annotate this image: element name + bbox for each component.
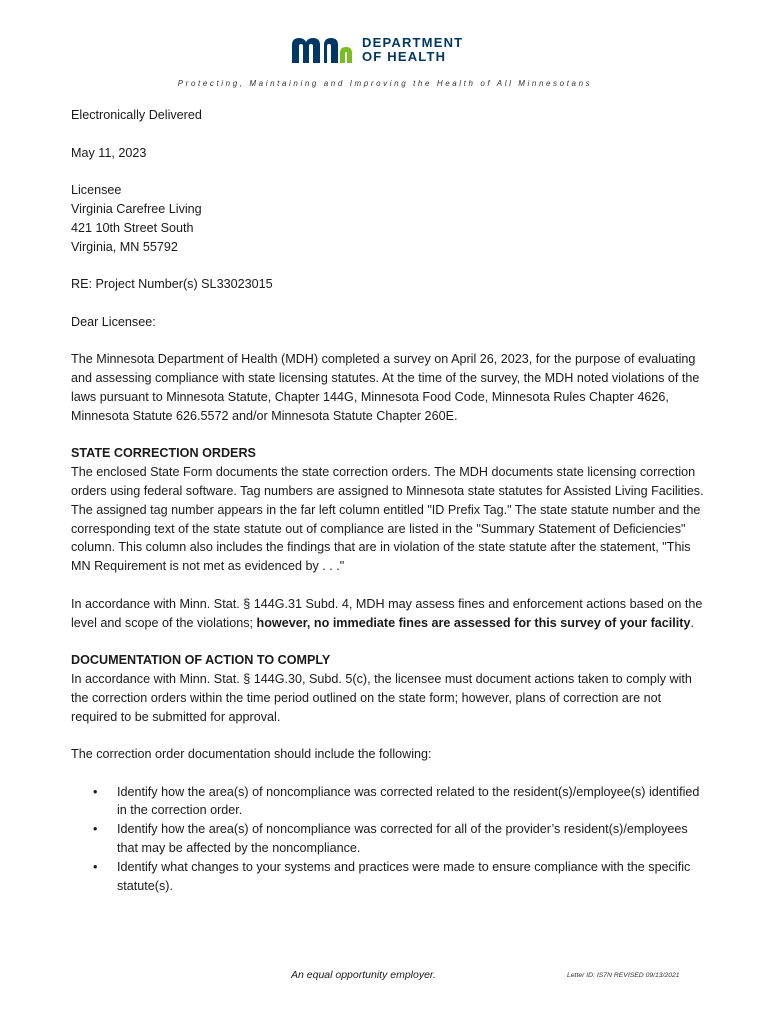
fines-end: .	[690, 615, 694, 630]
list-intro: The correction order documentation should include the following:	[71, 747, 432, 762]
section-heading-correction-orders: STATE CORRECTION ORDERS	[71, 446, 256, 461]
address-line: Licensee	[71, 183, 122, 198]
list-item: • Identify how the area(s) of noncompliance was corrected related to the resident(s)/employee(s) identified in the correction order.	[71, 783, 707, 821]
fines-bold-text: however, no immediate fines are assessed for this survey of your facility	[256, 615, 691, 630]
mdh-logo	[290, 34, 463, 66]
address-line: Virginia, MN 55792	[71, 239, 178, 254]
list-item: • Identify what changes to your systems and practices were made to ensure compliance with the specific statute(s).	[71, 858, 707, 896]
fines-paragraph	[71, 595, 707, 633]
letter-date: May 11, 2023	[71, 145, 147, 160]
documentation-paragraph: In accordance with Minn. Stat. § 144G.30, Subd. 5(c), the licensee must document actions taken to comply with the correction orders within the time period outlined on the state form; however, plans of correction are not required to be submitted for approval.	[71, 671, 692, 724]
re-line: RE: Project Number(s) SL33023015	[71, 277, 273, 292]
correction-orders-paragraph: The enclosed State Form documents the state correction orders. The MDH documents state licensing correction orders using federal software. Tag numbers are assigned to Minnesota state statutes for Assisted Living Facilities. The assigned tag number appears in the far left column entitled "ID Prefix Tag." The state statute number and the corresponding text of the state statute out of compliance are listed in the "Summary Statement of Deficiencies" column. This column also includes the findings that are in violation of the state statute after the statement, "This MN Requirement is not met as evidenced by . . ."	[71, 465, 704, 574]
delivery-method: Electronically Delivered	[71, 108, 202, 122]
intro-paragraph: The Minnesota Department of Health (MDH) completed a survey on April 26, 2023, for the purpose of evaluating and assessing compliance with state licensing statutes. At the time of the survey, the MDH noted violations of the laws pursuant to Minnesota Statute, Chapter 144G, Minnesota Food Code, Minnesota Rules Chapter 4626, Minnesota Statute 626.5572 and/or Minnesota Statute Chapter 260E.	[71, 352, 700, 423]
address-line: 421 10th Street South	[71, 220, 194, 235]
letter-body	[71, 106, 707, 895]
requirements-list	[71, 783, 707, 896]
logo-wordmark	[362, 36, 463, 64]
logo-line2: OF HEALTH	[362, 49, 447, 64]
tagline: Protecting, Maintaining and Improving the Health of All Minnesotans	[177, 79, 593, 88]
salutation: Dear Licensee:	[71, 314, 156, 329]
list-item: • Identify how the area(s) of noncompliance was corrected for all of the provider’s resident(s)/employees that may be affected by the noncompliance.	[71, 820, 707, 858]
address-block	[71, 181, 707, 256]
section-heading-documentation: DOCUMENTATION OF ACTION TO COMPLY	[71, 653, 331, 668]
letter-id-footer: Letter ID: IS7N REVISED 09/13/2021	[567, 972, 680, 979]
fines-text: In accordance with Minn. Stat. § 144G.31 Subd. 4, MDH may assess fines and enforcement actions based on the level and scope of the violations;	[71, 596, 703, 630]
equal-opportunity-footer: An equal opportunity employer.	[291, 969, 436, 981]
logo-line1: DEPARTMENT	[362, 35, 464, 50]
mn-logo-icon	[290, 35, 356, 65]
address-line: Virginia Carefree Living	[71, 201, 202, 216]
